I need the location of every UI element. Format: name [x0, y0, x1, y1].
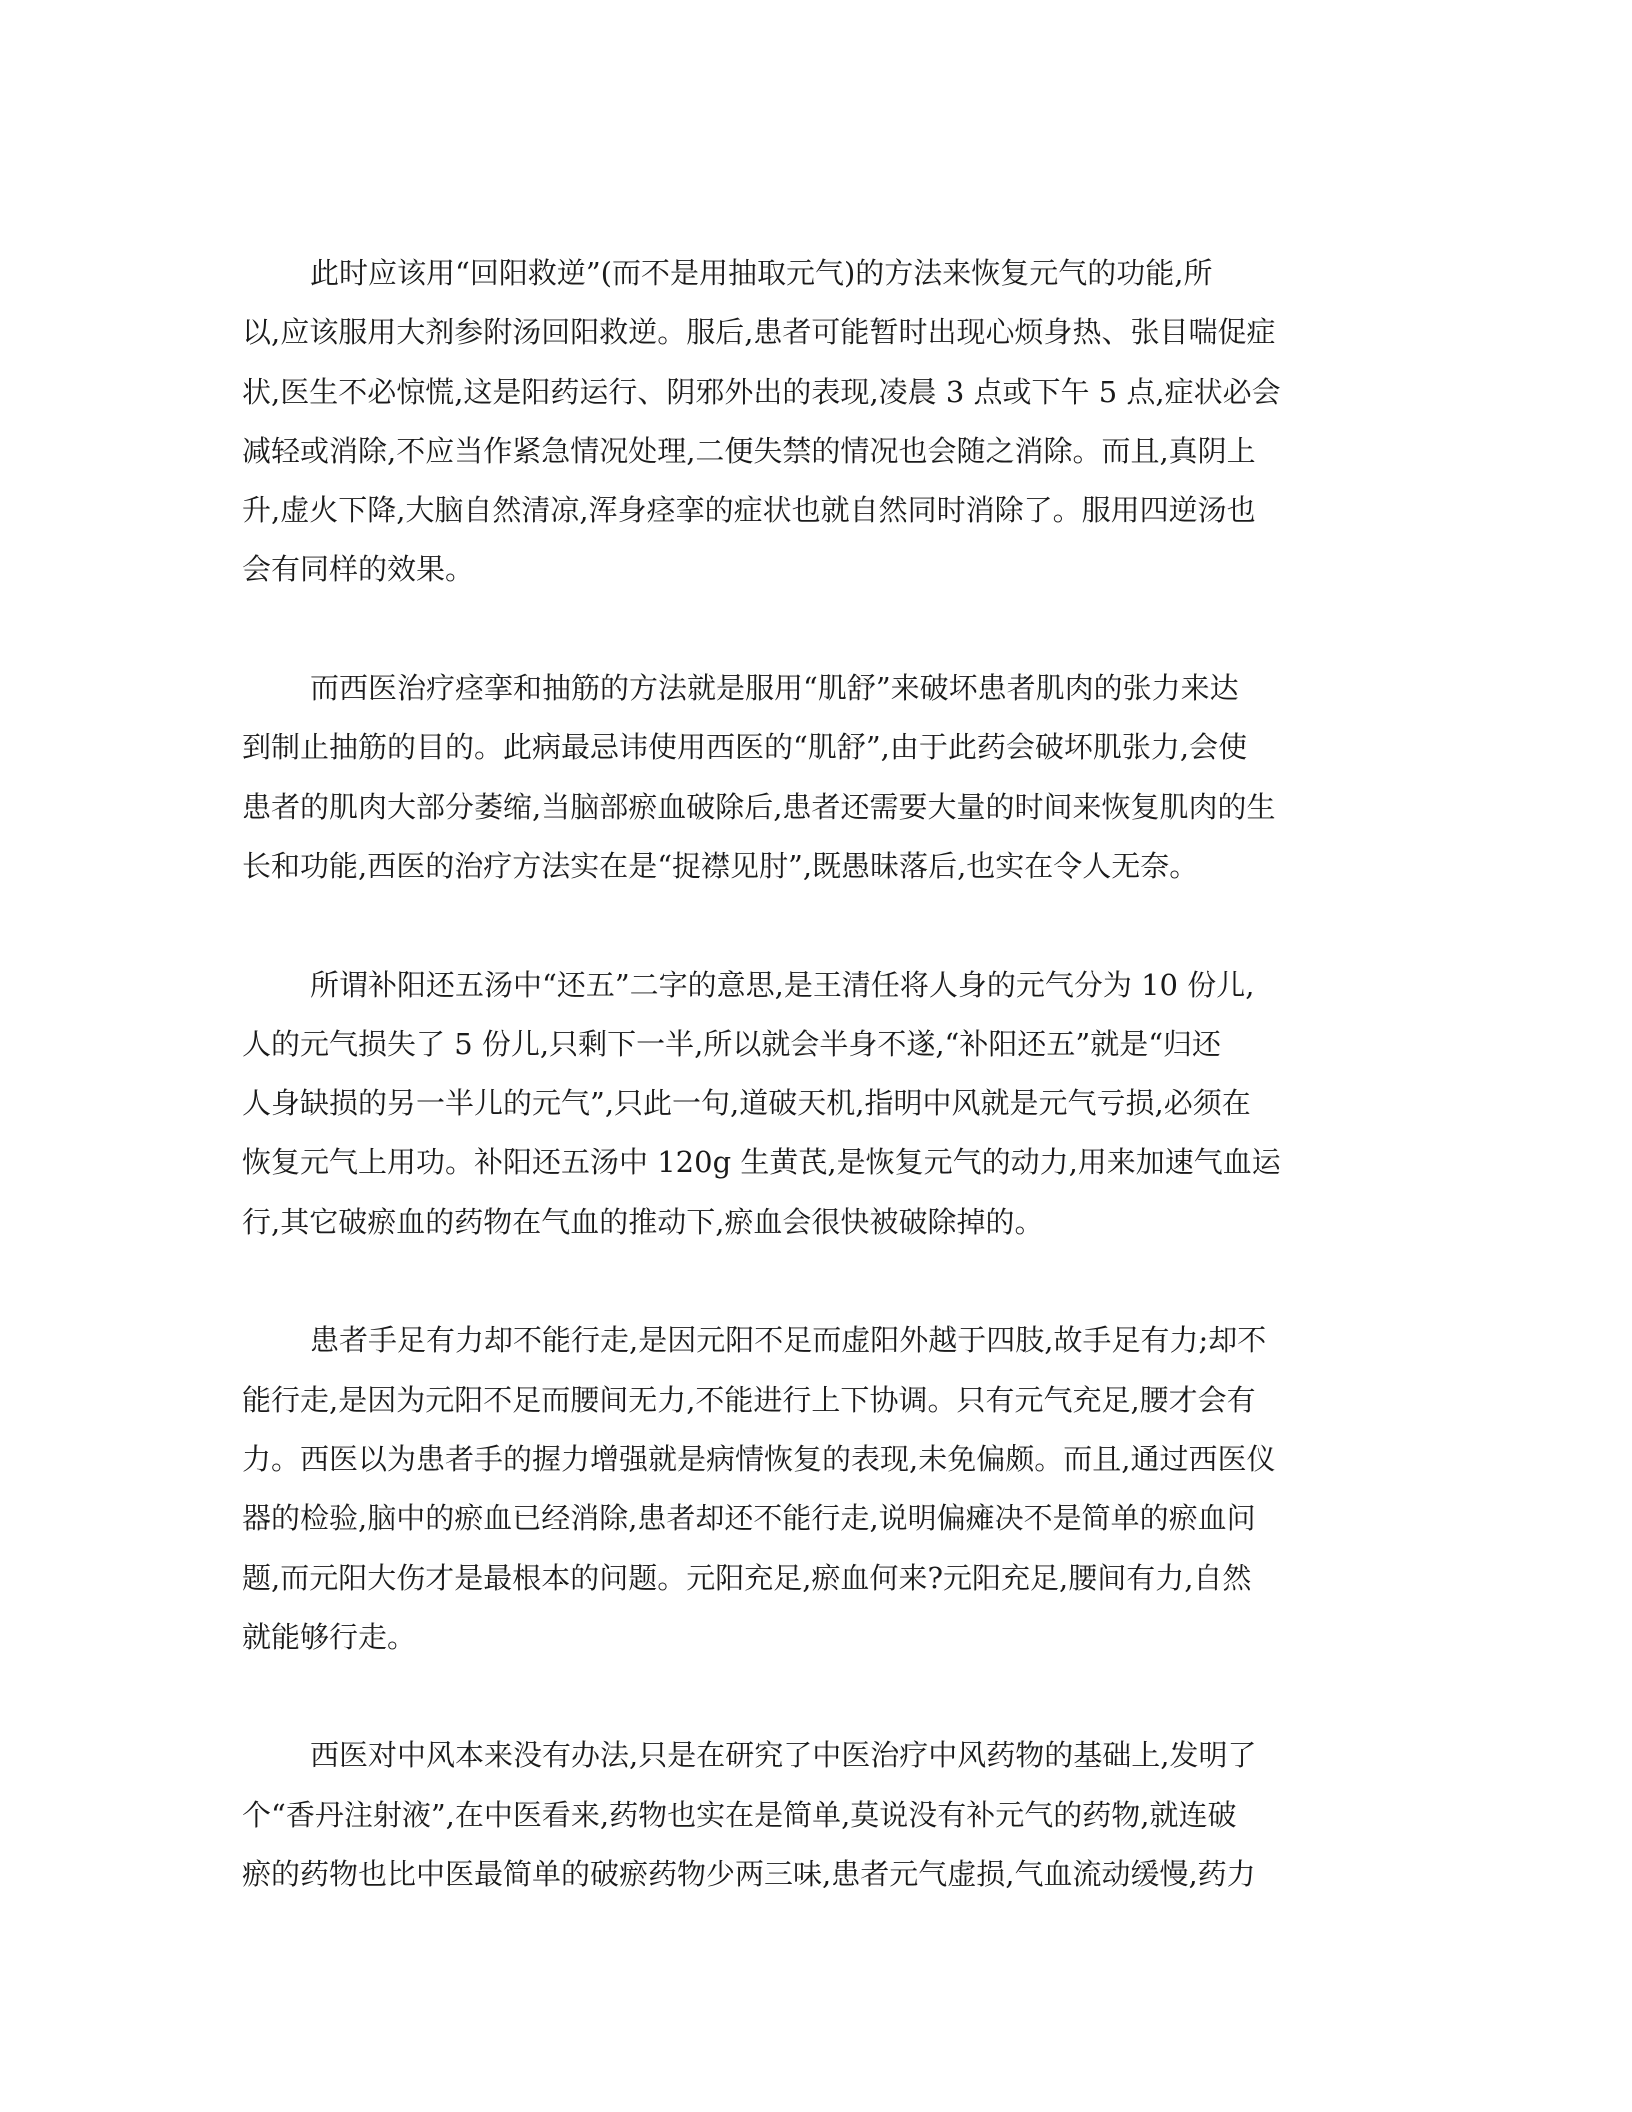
text-line: 行,其它破瘀血的药物在气血的推动下,瘀血会很快被破除掉的。 [242, 1204, 1044, 1239]
text-line: 状,医生不必惊慌,这是阳药运行、阴邪外出的表现,凌晨 3 点或下午 5 点,症状必会 [242, 374, 1281, 409]
text-line: 到制止抽筋的目的。此病最忌讳使用西医的“肌舒”,由于此药会破坏肌张力,会使 [242, 730, 1248, 765]
document-body [242, 244, 1378, 1904]
text-line: 升,虚火下降,大脑自然清凉,浑身痉挛的症状也就自然同时消除了。服用四逆汤也 [242, 493, 1256, 528]
text-line: 长和功能,西医的治疗方法实在是“捉襟见肘”,既愚昧落后,也实在令人无奈。 [242, 848, 1199, 883]
text-line: 器的检验,脑中的瘀血已经消除,患者却还不能行走,说明偏瘫决不是简单的瘀血问 [242, 1501, 1256, 1536]
text-line: 力。西医以为患者手的握力增强就是病情恢复的表现,未免偏颇。而且,通过西医仪 [242, 1441, 1276, 1476]
paragraph-buyang-huanwu [242, 956, 1378, 1252]
paragraph-huiyang-jiuni [242, 244, 1378, 600]
text-line: 减轻或消除,不应当作紧急情况处理,二便失禁的情况也会随之消除。而且,真阴上 [242, 433, 1256, 468]
text-line: 而西医治疗痉挛和抽筋的方法就是服用“肌舒”来破坏患者肌肉的张力来达 [310, 671, 1239, 706]
text-line: 能行走,是因为元阳不足而腰间无力,不能进行上下协调。只有元气充足,腰才会有 [242, 1382, 1256, 1417]
text-line: 患者的肌肉大部分萎缩,当脑部瘀血破除后,患者还需要大量的时间来恢复肌肉的生 [242, 789, 1276, 824]
text-line: 人身缺损的另一半儿的元气”,只此一句,道破天机,指明中风就是元气亏损,必须在 [242, 1086, 1251, 1121]
text-line: 人的元气损失了 5 份儿,只剩下一半,所以就会半身不遂,“补阳还五”就是“归还 [242, 1026, 1222, 1061]
text-line: 以,应该服用大剂参附汤回阳救逆。服后,患者可能暂时出现心烦身热、张目喘促症 [242, 315, 1276, 350]
text-line: 此时应该用“回阳救逆”(而不是用抽取元气)的方法来恢复元气的功能,所 [310, 256, 1213, 290]
text-line: 题,而元阳大伤才是最根本的问题。元阳充足,瘀血何来?元阳充足,腰间有力,自然 [242, 1560, 1252, 1595]
paragraph-walking-ability [242, 1311, 1378, 1667]
text-line: 所谓补阳还五汤中“还五”二字的意思,是王清任将人身的元气分为 10 份儿, [310, 967, 1255, 1002]
text-line: 西医对中风本来没有办法,只是在研究了中医治疗中风药物的基础上,发明了 [310, 1738, 1257, 1773]
paragraph-xiangdan-injection [242, 1726, 1378, 1904]
text-line: 患者手足有力却不能行走,是因元阳不足而虚阳外越于四肢,故手足有力;却不 [310, 1323, 1267, 1358]
text-line: 会有同样的效果。 [242, 552, 475, 587]
text-line: 就能够行走。 [242, 1619, 417, 1654]
text-line: 个“香丹注射液”,在中医看来,药物也实在是简单,莫说没有补元气的药物,就连破 [242, 1797, 1237, 1832]
paragraph-western-spasm-treatment [242, 659, 1378, 896]
text-line: 恢复元气上用功。补阳还五汤中 120g 生黄芪,是恢复元气的动力,用来加速气血运 [242, 1145, 1281, 1180]
text-line: 瘀的药物也比中医最简单的破瘀药物少两三味,患者元气虚损,气血流动缓慢,药力 [242, 1857, 1256, 1892]
